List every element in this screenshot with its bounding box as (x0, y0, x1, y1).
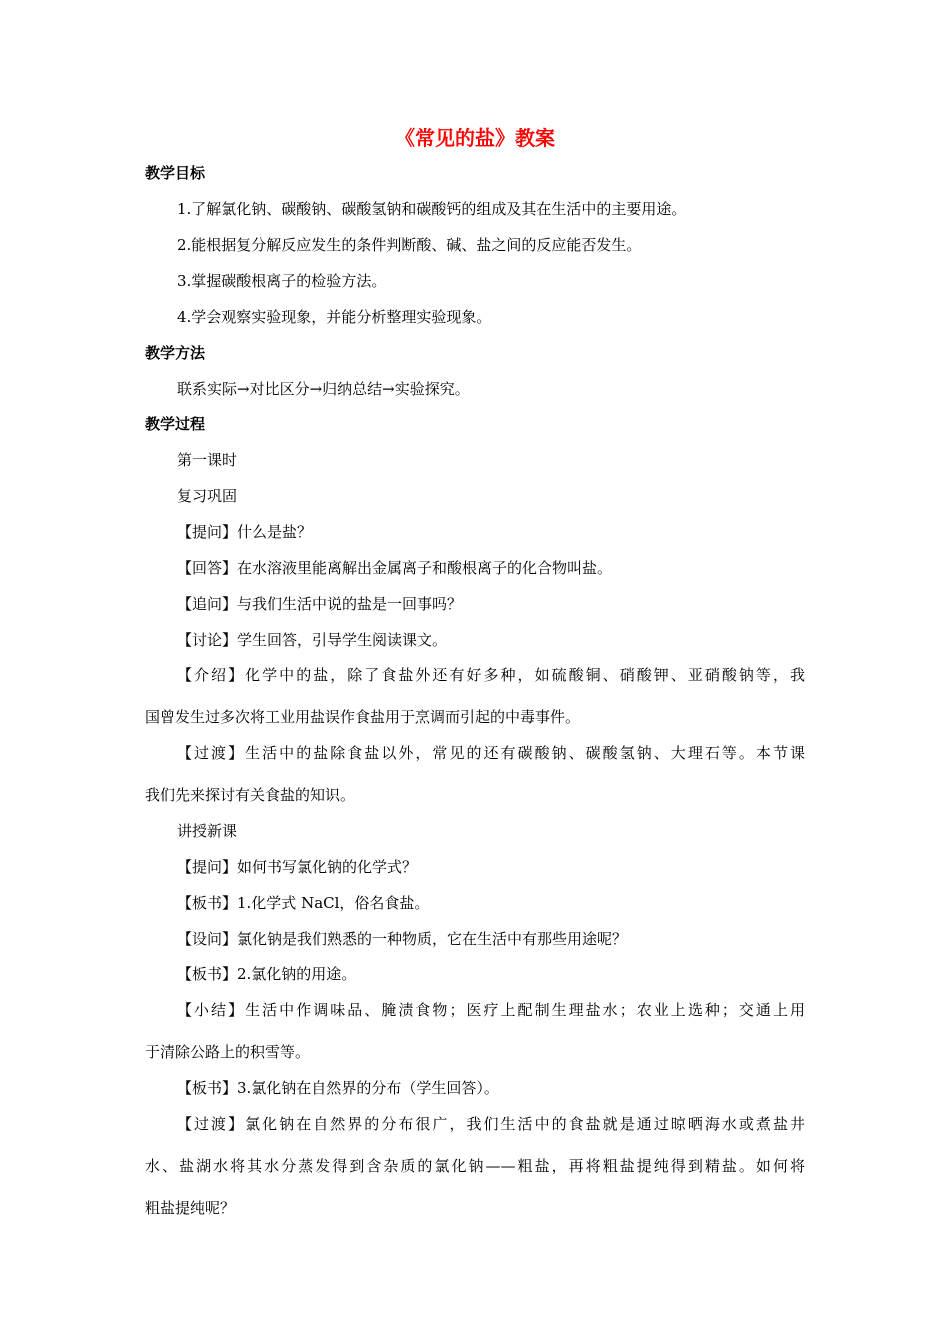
paragraph-line: 【提问】如何书写氯化钠的化学式？ (177, 858, 418, 876)
paragraph-line: 【板书】3.氯化钠在自然界的分布（学生回答）。 (177, 1079, 499, 1097)
process-heading: 教学过程 (145, 415, 206, 433)
paragraph-line: 【介绍】化学中的盐，除了食盐外还有好多种，如硫酸铜、硝酸钾、亚硝酸钠等，我 (177, 666, 805, 684)
paragraph-line: 【讨论】学生回答，引导学生阅读课文。 (177, 631, 448, 649)
paragraph-line: 粗盐提纯呢？ (145, 1199, 236, 1217)
paragraph-line: 我们先来探讨有关食盐的知识。 (145, 786, 356, 804)
objective-item: 4.学会观察实验现象，并能分析整理实验现象。 (177, 308, 492, 326)
objective-item: 2.能根据复分解反应发生的条件判断酸、碱、盐之间的反应能否发生。 (177, 236, 642, 254)
paragraph-line: 国曾发生过多次将工业用盐误作食盐用于烹调而引起的中毒事件。 (145, 708, 581, 726)
document-title: 《常见的盐》教案 (395, 126, 555, 150)
paragraph-line: 于清除公路上的积雪等。 (145, 1043, 311, 1061)
objective-item: 3.掌握碳酸根离子的检验方法。 (177, 272, 387, 290)
paragraph-line: 【提问】什么是盐？ (177, 523, 313, 541)
paragraph-line: 【设问】氯化钠是我们熟悉的一种物质，它在生活中有那些用途呢？ (177, 930, 628, 948)
method-heading: 教学方法 (145, 344, 206, 362)
paragraph-line: 【过渡】生活中的盐除食盐以外，常见的还有碳酸钠、碳酸氢钠、大理石等。本节课 (177, 744, 805, 762)
method-text: 联系实际→对比区分→归纳总结→实验探究。 (177, 380, 470, 398)
section-label: 讲授新课 (177, 822, 238, 840)
paragraph-line: 【板书】1.化学式 NaCl，俗名食盐。 (177, 894, 430, 912)
lesson-label: 第一课时 (177, 451, 238, 469)
paragraph-line: 【板书】2.氯化钠的用途。 (177, 965, 357, 983)
paragraph-line: 【追问】与我们生活中说的盐是一回事吗？ (177, 595, 463, 613)
paragraph-line: 【过渡】氯化钠在自然界的分布很广，我们生活中的食盐就是通过晾晒海水或煮盐井 (177, 1115, 805, 1133)
paragraph-line: 水、盐湖水将其水分蒸发得到含杂质的氯化钠——粗盐，再将粗盐提纯得到精盐。如何将 (145, 1157, 805, 1175)
section-label: 复习巩固 (177, 487, 238, 505)
objectives-heading: 教学目标 (145, 164, 206, 182)
paragraph-line: 【回答】在水溶液里能离解出金属离子和酸根离子的化合物叫盐。 (177, 559, 613, 577)
objective-item: 1.了解氯化钠、碳酸钠、碳酸氢钠和碳酸钙的组成及其在生活中的主要用途。 (177, 200, 687, 218)
paragraph-line: 【小结】生活中作调味品、腌渍食物；医疗上配制生理盐水；农业上选种；交通上用 (177, 1001, 805, 1019)
